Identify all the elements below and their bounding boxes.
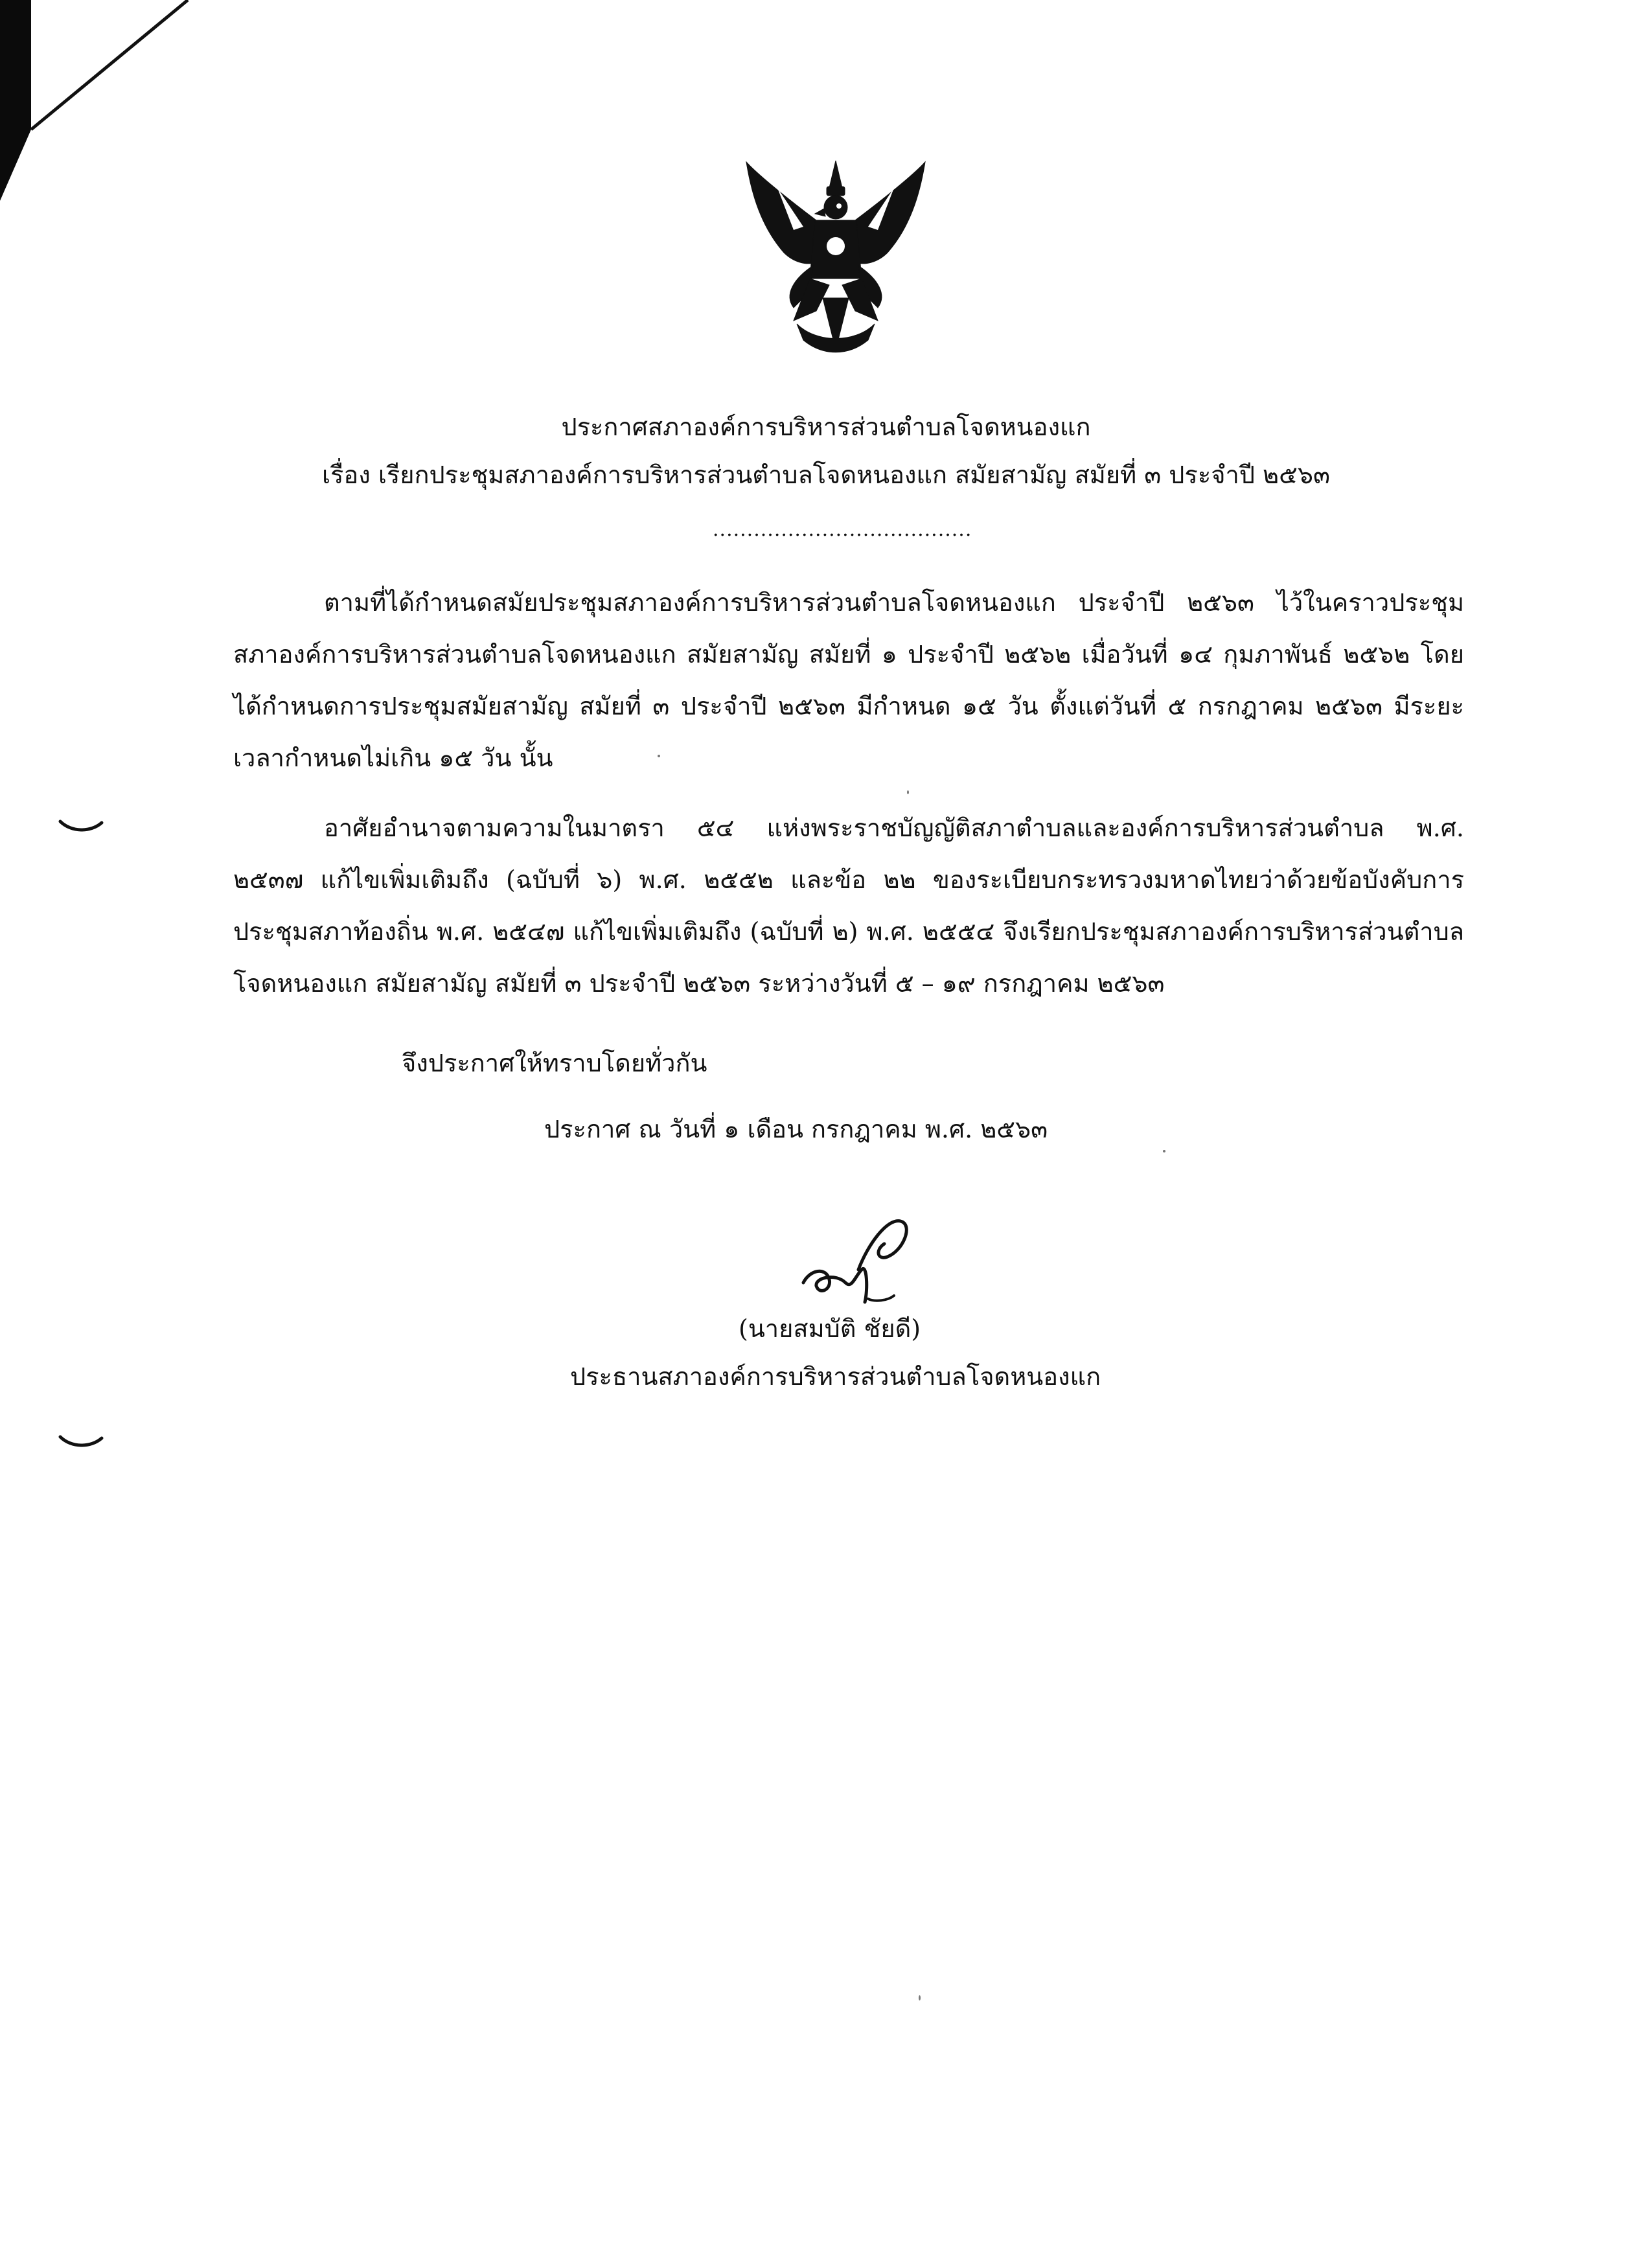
signer-position: ประธานสภาองค์การบริหารส่วนตำบลโจดหนองแก <box>570 1362 1101 1391</box>
handwritten-signature-icon <box>790 1205 933 1309</box>
scan-speck <box>919 1995 921 2000</box>
body-paragraph-1: ตามที่ได้กำหนดสมัยประชุมสภาองค์การบริหารส่วนตำบลโจดหนองแก ประจำปี ๒๕๖๓ ไว้ในคราวประชุมสภาองค์การบริหารส่วนตำบลโจดหนองแก สมัยสามัญ สมัยที่ ๑ ประจำปี ๒๕๖๒ เมื่อวันที่ ๑๔ กุมภาพันธ์ ๒๕๖๒ โดยได้กำหนดการประชุมสมัยสามัญ สมัยที่ ๓ ประจำปี ๒๕๖๓ มีกำหนด ๑๕ วัน ตั้งแต่วันที่ ๕ กรกฎาคม ๒๕๖๓ มีระยะเวลากำหนดไม่เกิน ๑๕ วัน นั้น <box>233 588 1464 772</box>
body-paragraph-2: อาศัยอำนาจตามความในมาตรา ๕๔ แห่งพระราชบัญญัติสภาตำบลและองค์การบริหารส่วนตำบล พ.ศ. ๒๕๓๗ แก้ไขเพิ่มเติมถึง (ฉบับที่ ๖) พ.ศ. ๒๕๕๒ และข้อ ๒๒ ของระเบียบกระทรวงมหาดไทยว่าด้วยข้อบังคับการประชุมสภาท้องถิ่น พ.ศ. ๒๕๔๗ แก้ไขเพิ่มเติมถึง (ฉบับที่ ๒) พ.ศ. ๒๕๕๔ จึงเรียกประชุมสภาองค์การบริหารส่วนตำบลโจดหนองแก สมัยสามัญ สมัยที่ ๓ ประจำปี ๒๕๖๓ ระหว่างวันที่ ๕ – ๑๙ กรกฎาคม ๒๕๖๓ <box>233 814 1464 998</box>
corner-fold-mark <box>0 0 207 220</box>
scan-speck <box>658 755 660 757</box>
punch-mark-icon <box>58 1435 104 1449</box>
signer-name: (นายสมบัติ ชัยดี) <box>739 1314 921 1343</box>
announcement-heading: ประกาศสภาองค์การบริหารส่วนตำบลโจดหนองแก <box>561 413 1091 441</box>
garuda-emblem-icon <box>732 149 939 363</box>
announcement-subject: เรื่อง เรียกประชุมสภาองค์การบริหารส่วนตำบลโจดหนองแก สมัยสามัญ สมัยที่ ๓ ประจำปี ๒๕๖๓ <box>322 461 1330 489</box>
punch-mark-icon <box>58 819 104 834</box>
separator-line: ...................................... <box>713 518 972 541</box>
closing-statement: จึงประกาศให้ทราบโดยทั่วกัน <box>402 1049 707 1077</box>
scan-speck <box>907 790 909 794</box>
scan-speck <box>1163 1150 1165 1152</box>
announcement-date: ประกาศ ณ วันที่ ๑ เดือน กรกฎาคม พ.ศ. ๒๕๖๓ <box>544 1115 1048 1143</box>
